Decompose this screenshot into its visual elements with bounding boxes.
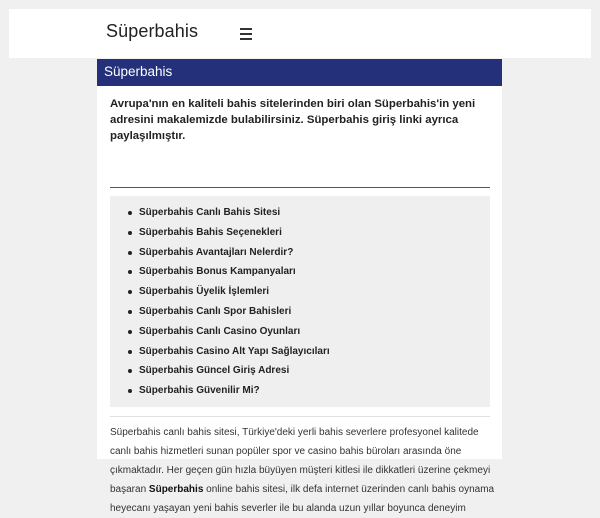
article-body: [110, 423, 495, 518]
article-title-bar: [97, 59, 502, 86]
hamburger-icon[interactable]: [240, 28, 254, 40]
divider: [110, 187, 490, 188]
divider: [110, 416, 490, 417]
article-intro: Avrupa'nın en kaliteli bahis sitelerinden biri olan Süperbahis'in yeni adresini makalemizde bulabilirsiniz. Süperbahis giriş linki ayrıca paylaşılmıştır.: [110, 98, 476, 142]
menu-line: [240, 33, 252, 35]
body-text-start: Süperbahis canlı bahis sitesi, Türkiye'deki yerli bahis severlere profesyonel kalitede canlı bahis hizmetleri sunan popüler spor ve casino bahis büroları arasında öne çıkmaktadır. Her geçen gün hızla büyüyen müşteri kitlesi ile dikkatleri üzerine çekmeyi başaran: [110, 427, 491, 495]
article-card: [97, 59, 502, 514]
menu-line: [240, 38, 252, 40]
toc-item[interactable]: Süperbahis Avantajları Nelerdir?: [128, 246, 330, 266]
toc-item[interactable]: Süperbahis Canlı Bahis Sitesi: [128, 206, 330, 226]
article-title: Süperbahis: [104, 64, 173, 79]
toc-item[interactable]: Süperbahis Canlı Spor Bahisleri: [128, 305, 330, 325]
toc-item[interactable]: Süperbahis Casino Alt Yapı Sağlayıcıları: [128, 345, 330, 365]
menu-line: [240, 28, 252, 30]
toc-item[interactable]: Süperbahis Güncel Giriş Adresi: [128, 364, 330, 384]
toc-item[interactable]: Süperbahis Canlı Casino Oyunları: [128, 325, 330, 345]
body-bold-brand: Süperbahis: [148, 484, 204, 495]
site-header: [9, 9, 591, 58]
body-text-end: online bahis sitesi, ilk defa internet üzerinden canlı bahis oynama heyecanı yaşayan yeni bahis severler ile bu alanda uzun yıllar boyunca deneyim: [110, 484, 495, 514]
toc-item[interactable]: Süperbahis Bonus Kampanyaları: [128, 265, 330, 285]
toc-item[interactable]: Süperbahis Güvenilir Mi?: [128, 384, 330, 404]
toc-item[interactable]: Süperbahis Bahis Seçenekleri: [128, 226, 330, 246]
toc-list: [128, 206, 330, 404]
site-title-link[interactable]: Süperbahis: [106, 21, 199, 41]
toc-item[interactable]: Süperbahis Üyelik İşlemleri: [128, 285, 330, 305]
table-of-contents: [110, 196, 490, 407]
